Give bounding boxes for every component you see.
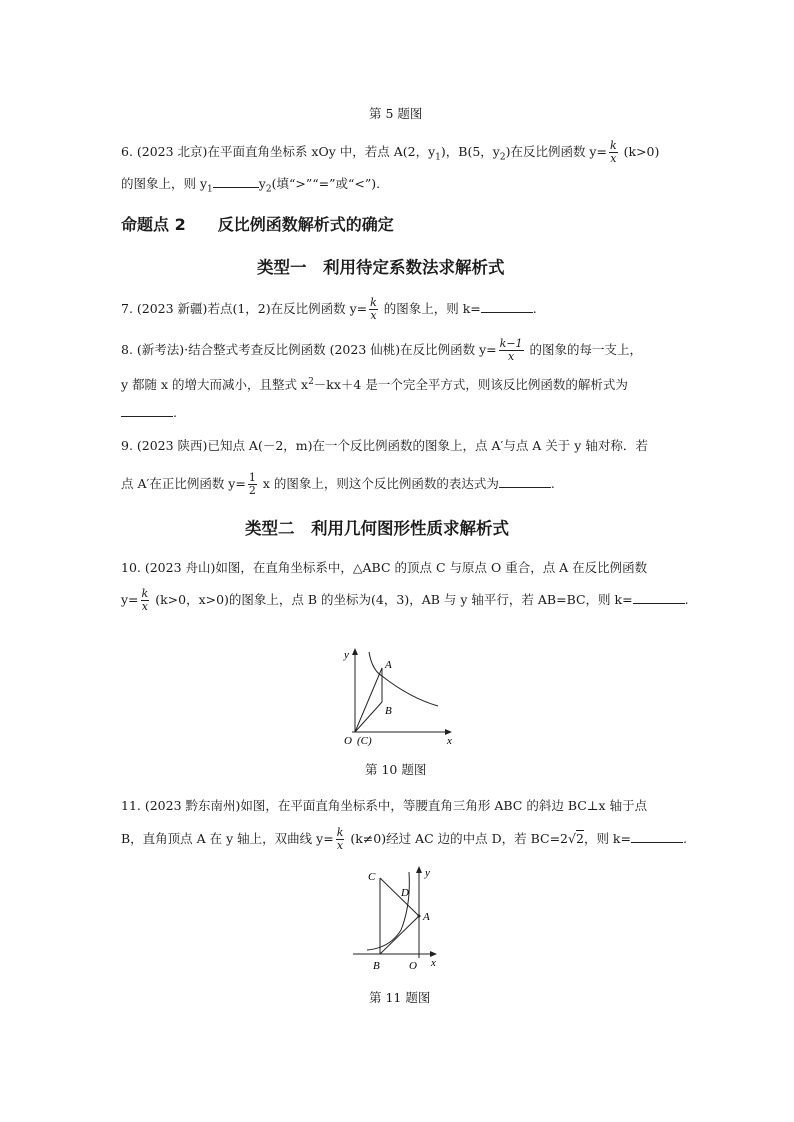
figure-10-caption: 第 10 题图 (365, 762, 427, 777)
point-a-marker (418, 915, 421, 918)
label-c: C (368, 871, 376, 883)
question-6-line-1: 6. (2023 北京)在平面直角坐标系 xOy 中，若点 A(2，$y_1$)，B(5，$y_2$)在反比例函数 y= $\frac{k}{x}$ (k>0) (121, 139, 660, 165)
fraction-k-over-x: $\frac{k}{x}$ (141, 587, 149, 613)
type-1-heading: 类型一 利用待定系数法求解析式 (257, 258, 505, 277)
segment-ca (380, 878, 419, 916)
label-b: B (373, 960, 380, 972)
sqrt-symbol: √2 (568, 831, 584, 846)
figure-10-diagram (330, 640, 460, 752)
question-11-line-1: 11. (2023 黔东南州)如图，在平面直角坐标系中，等腰直角三角形 ABC 的斜边 BC⊥x 轴于点 (121, 798, 648, 813)
section-heading: 命题点 2 反比例函数解析式的确定 (121, 215, 394, 234)
fraction-k-over-x: $\frac{k}{x}$ (609, 139, 617, 165)
answer-blank-9[interactable] (499, 475, 551, 488)
figure-11-diagram (345, 860, 445, 975)
label-o: O (344, 735, 352, 747)
label-b: B (385, 705, 392, 717)
hyperbola-curve (369, 652, 438, 706)
segment-ob (355, 702, 382, 732)
question-11-line-2: B，直角顶点 A 在 y 轴上，双曲线 y= $\frac{k}{x}$ (k≠0)经过 AC 边的中点 D，若 BC=2√2，则 k= . (121, 826, 687, 852)
label-y: y (344, 649, 349, 661)
fraction-k-over-x: $\frac{k}{x}$ (370, 296, 377, 322)
question-8-line-3: . (121, 404, 177, 421)
segment-oa (355, 668, 382, 732)
question-9-line-1: 9. (2023 陕西)已知点 A(－2，m)在一个反比例函数的图象上，点 A′与点 A 关于 y 轴对称．若 (121, 438, 648, 453)
question-8-line-2: y 都随 x 的增大而减小，且整式 $x^2-kx+4$ 是一个完全平方式，则该反比例函数的解析式为 (121, 377, 628, 393)
question-8-line-1: 8. (新考法)·结合整式考查反比例函数 (2023 仙桃)在反比例函数 y= $\frac{k-1}{x}$ 的图象的每一支上， (121, 337, 643, 363)
label-c: (C) (357, 735, 372, 747)
answer-blank-11[interactable] (631, 830, 683, 843)
question-10-line-1: 10. (2023 舟山)如图，在直角坐标系中，△ABC 的顶点 C 与原点 O 重合，点 A 在反比例函数 (121, 560, 648, 575)
question-7: 7. (2023 新疆)若点(1，2)在反比例函数 y= $\frac{k}{x}$ 的图象上，则 k= . (121, 296, 537, 322)
fraction-k-over-x: $\frac{k}{x}$ (336, 826, 344, 852)
label-a: A (423, 911, 430, 923)
type-2-heading: 类型二 利用几何图形性质求解析式 (245, 519, 509, 538)
figure-11-caption: 第 11 题图 (369, 990, 431, 1005)
y-axis-arrow-icon (352, 648, 358, 655)
y-axis-arrow-icon (416, 866, 422, 873)
answer-blank-10[interactable] (633, 591, 685, 604)
question-10-line-2: y= $\frac{k}{x}$ (k>0，x>0)的图象上，点 B 的坐标为(4，3)，AB 与 y 轴平行，若 AB=BC，则 k= . (121, 587, 689, 613)
label-y: y (425, 867, 430, 879)
segment-ba (380, 916, 419, 954)
figure-5-caption: 第 5 题图 (369, 106, 423, 121)
question-9-line-2: 点 A′在正比例函数 y= $\frac{1}{2}$ x 的图象上，则这个反比例函数的表达式为 . (121, 471, 555, 497)
answer-blank-6[interactable] (213, 175, 259, 188)
answer-blank-8[interactable] (121, 404, 173, 417)
label-a: A (385, 659, 392, 671)
label-o: O (409, 960, 417, 972)
label-x: x (431, 957, 436, 969)
fraction-k-minus-1-over-x: $\frac{k-1}{x}$ (499, 337, 523, 363)
answer-blank-7[interactable] (481, 300, 533, 313)
fraction-one-half: $\frac{1}{2}$ (248, 471, 256, 497)
question-6-line-2: 的图象上，则 $y_1$ $y_2$(填“>”“=”或“<”). (121, 176, 381, 195)
label-d: D (401, 887, 409, 899)
label-x: x (447, 735, 452, 747)
hyperbola-curve (367, 872, 409, 950)
